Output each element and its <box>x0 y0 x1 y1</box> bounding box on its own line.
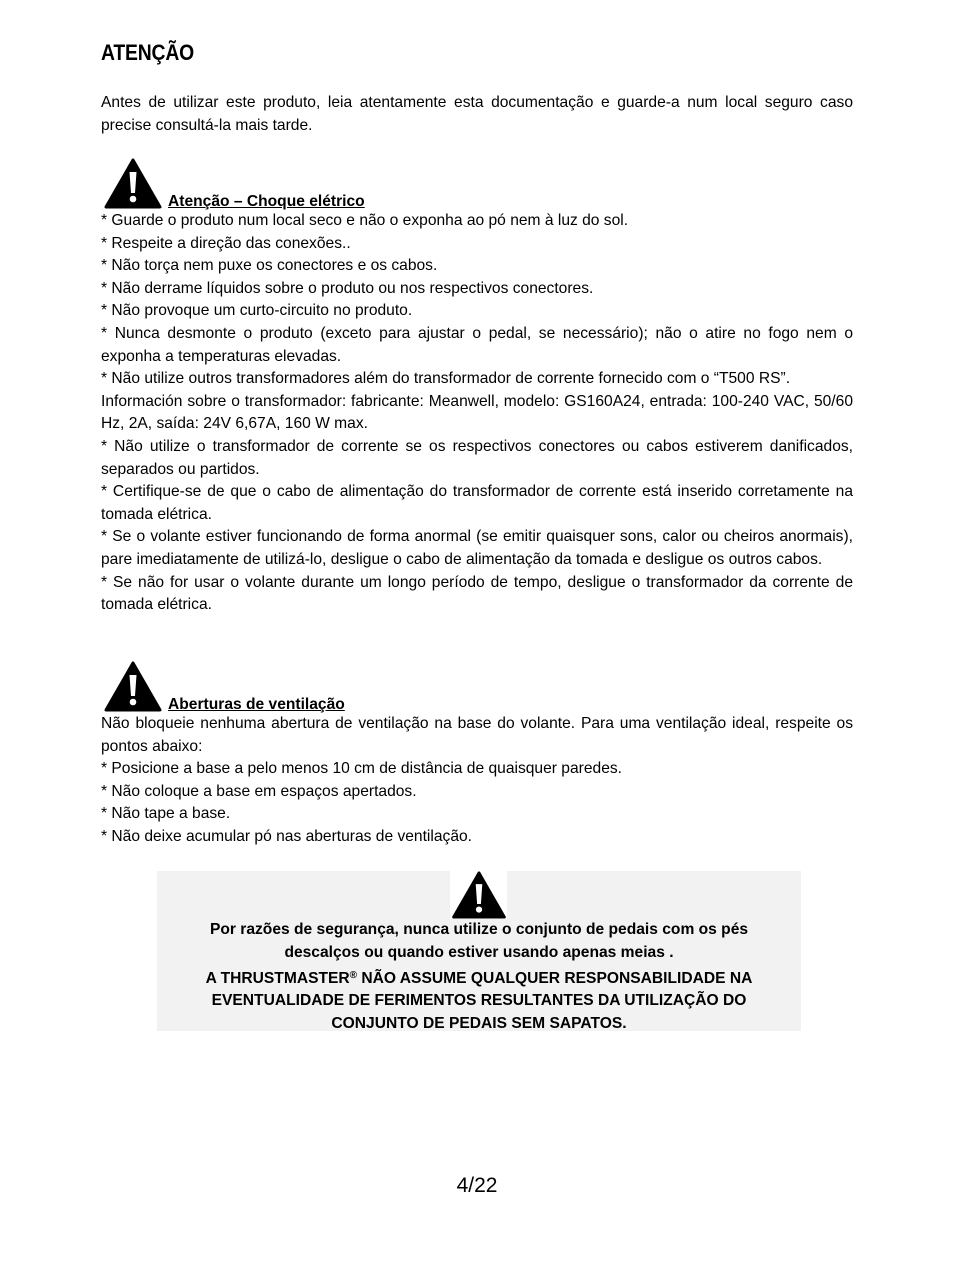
intro-paragraph: Antes de utilizar este produto, leia atentamente esta documentação e guarde-a num local seguro caso precise consultá-la mais tarde. <box>101 94 853 134</box>
brand-name: A THRUSTMASTER <box>205 969 350 987</box>
list-item: * Não derrame líquidos sobre o produto ou nos respectivos conectores. <box>101 279 594 297</box>
list-item: Não bloqueie nenhuma abertura de ventilação na base do volante. Para uma ventilação ideal, respeite os pontos abaixo: <box>101 715 853 755</box>
warning-triangle-icon <box>451 871 507 919</box>
list-item: * Não provoque um curto-circuito no produto. <box>101 302 413 320</box>
section-title: Aberturas de ventilação <box>168 696 345 713</box>
list-item: * Não deixe acumular pó nas aberturas de ventilação. <box>101 827 473 845</box>
list-item: * Nunca desmonte o produto (exceto para ajustar o pedal, se necessário); não o atire no fogo nem o exponha a temperaturas elevadas. <box>101 324 853 365</box>
list-item: * Não utilize outros transformadores além do transformador de corrente fornecido com o “T500 RS”. <box>101 370 791 388</box>
list-item: * Posicione a base a pelo menos 10 cm de distância de quaisquer paredes. <box>101 760 622 778</box>
list-item: Información sobre o transformador: fabricante: Meanwell, modelo: GS160A24, entrada: 100-240 VAC, 50/60 Hz, 2A, saída: 24V 6,67A, 160 W max. <box>101 392 853 433</box>
liability-text: NÃO ASSUME QUALQUER RESPONSABILIDADE NA EVENTUALIDADE DE FERIMENTOS RESULTANTES DA UTILIZAÇÃO DO CONJUNTO DE PEDAIS SEM SAPATOS. <box>211 969 753 1033</box>
notice-text <box>177 919 781 1036</box>
electric-shock-list <box>101 210 853 617</box>
list-item: * Não torça nem puxe os conectores e os cabos. <box>101 257 438 275</box>
section-header-electric-shock <box>104 157 804 209</box>
warning-triangle-icon <box>104 661 162 712</box>
page-title: ATENÇÃO <box>101 40 195 65</box>
notice-line-barefoot: Por razões de segurança, nunca utilize o conjunto de pedais com os pés descalços ou quando estiver usando apenas meias . <box>209 921 749 961</box>
warning-triangle-icon <box>104 158 162 209</box>
notice-line-liability <box>177 965 781 1036</box>
list-item: * Guarde o produto num local seco e não o exponha ao pó nem à luz do sol. <box>101 212 629 229</box>
registered-mark: ® <box>349 969 358 981</box>
ventilation-list <box>101 713 853 849</box>
section-header-ventilation <box>104 660 804 712</box>
list-item: * Se não for usar o volante durante um longo período de tempo, desligue o transformador da corrente de tomada elétrica. <box>101 573 853 614</box>
list-item: * Não utilize o transformador de corrente se os respectivos conectores ou cabos estiverem danificados, separados ou partidos. <box>101 437 853 478</box>
list-item: * Respeite a direção das conexões.. <box>101 234 351 252</box>
section-title: Atenção – Choque elétrico <box>168 193 365 210</box>
list-item: * Não tape a base. <box>101 805 231 823</box>
list-item: * Se o volante estiver funcionando de forma anormal (se emitir quaisquer sons, calor ou cheiros anormais), pare imediatamente de utilizá-lo, desligue o cabo de alimentação da tomada e desligue os outros cabos. <box>101 528 853 568</box>
list-item: * Certifique-se de que o cabo de alimentação do transformador de corrente está inserido corretamente na tomada elétrica. <box>101 483 853 523</box>
safety-notice-box <box>157 871 801 1031</box>
page-number: 4/22 <box>456 1174 498 1197</box>
list-item: * Não coloque a base em espaços apertados. <box>101 782 417 800</box>
